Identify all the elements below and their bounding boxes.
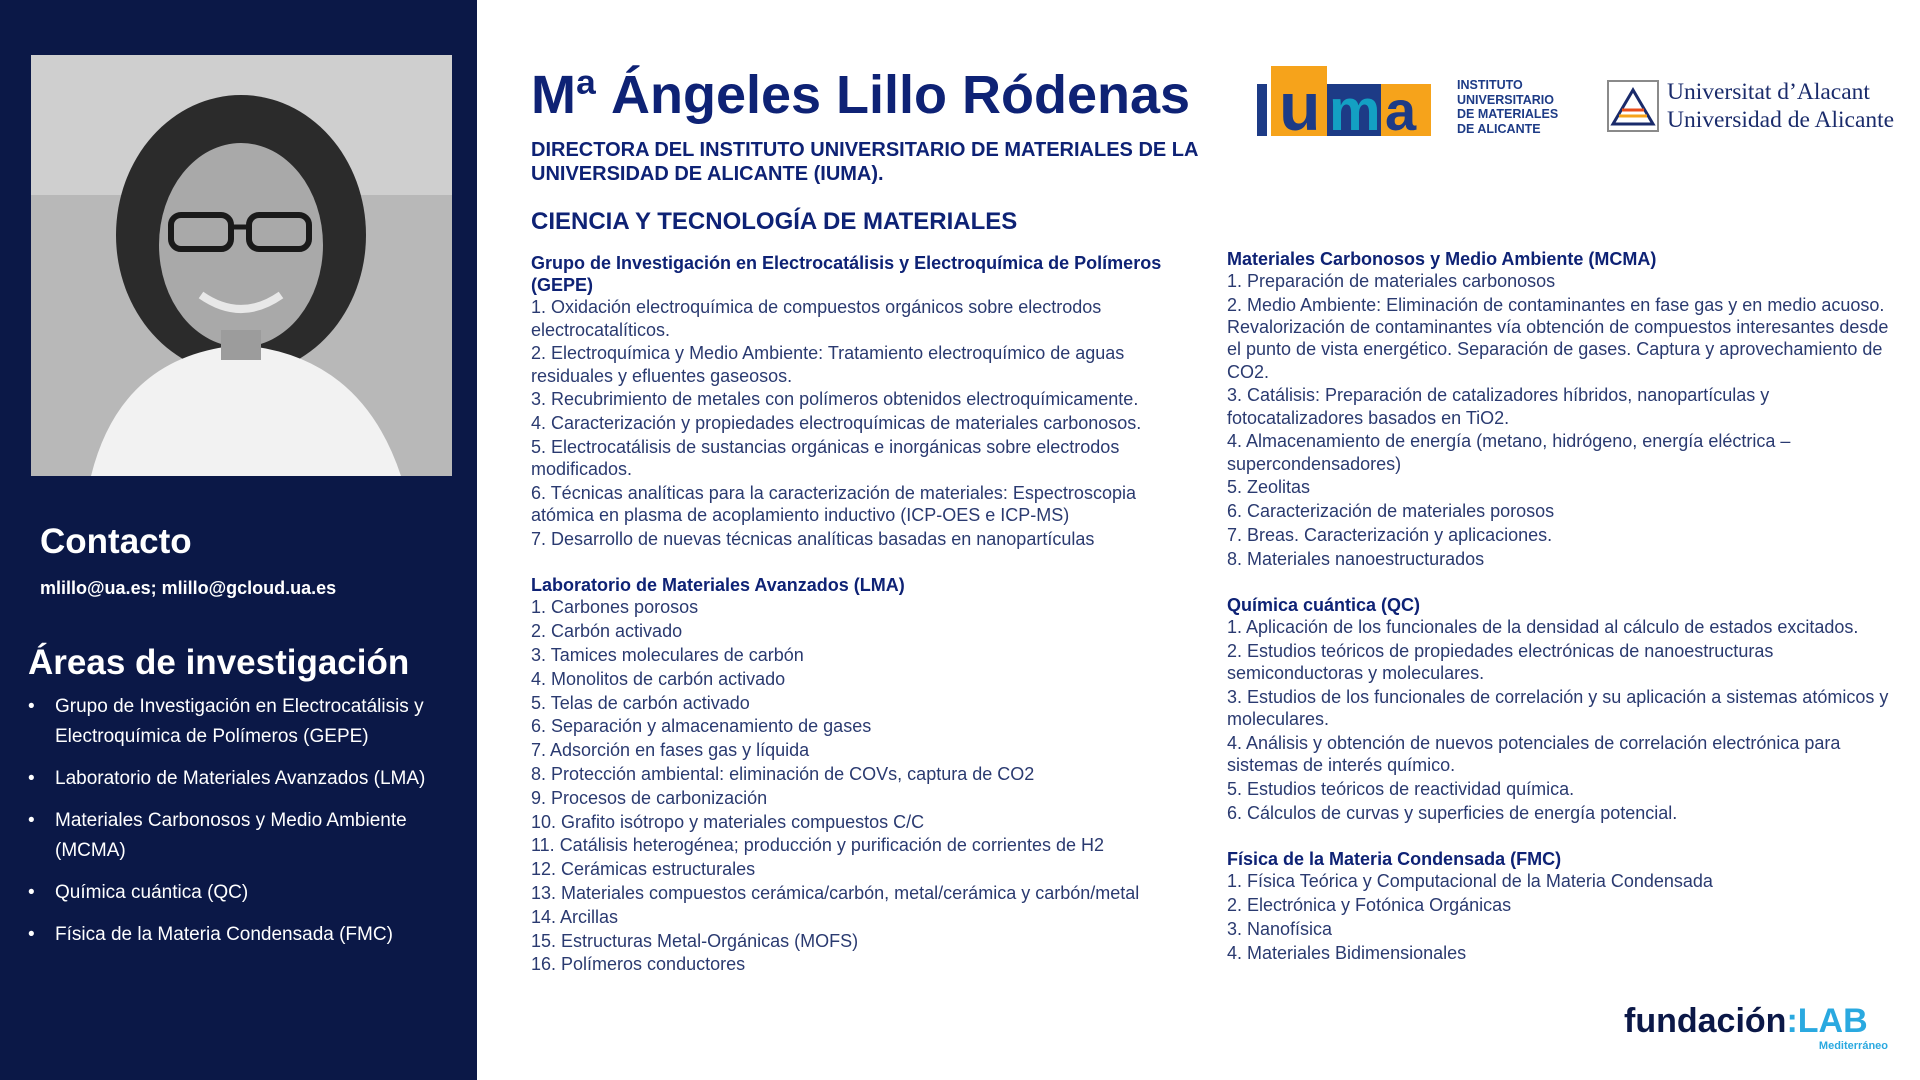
research-line-item: 13. Materiales compuestos cerámica/carbón, metal/cerámica y carbón/metal <box>531 882 1140 903</box>
research-line-item: 7. Adsorción en fases gas y líquida <box>531 740 810 761</box>
research-line-item: 15. Estructuras Metal-Orgánicas (MOFS) <box>531 930 859 951</box>
research-group-title: Física de la Materia Condensada (FMC) <box>1227 849 1562 869</box>
lab-label: LAB <box>1797 1002 1868 1040</box>
profile-photo <box>31 55 452 476</box>
research-line-item: 10. Grafito isótropo y materiales compuestos C/C <box>531 811 925 832</box>
iuma-text-line: DE ALICANTE <box>1457 121 1541 136</box>
research-line-item: 8. Materiales nanoestructurados <box>1227 548 1485 569</box>
iuma-text-line: INSTITUTO <box>1457 78 1523 92</box>
area-label: Laboratorio de Materiales Avanzados (LMA) <box>55 768 426 789</box>
ua-line-2: Universidad de Alicante <box>1667 107 1895 133</box>
bullet-icon: • <box>28 696 35 717</box>
research-line-item: 12. Cerámicas estructurales <box>531 859 756 880</box>
fundacion-text: fundación <box>1624 1002 1787 1040</box>
research-line-item: 5. Electrocatálisis de sustancias orgánicas e inorgánicas sobre electrodos modificados. <box>531 437 1120 480</box>
research-line-item: 2. Electrónica y Fotónica Orgánicas <box>1227 895 1512 915</box>
bullet-icon: • <box>28 810 35 831</box>
research-line-item: 5. Estudios teóricos de reactividad química. <box>1227 779 1575 799</box>
research-group <box>531 252 1191 550</box>
research-line-item: 2. Estudios teóricos de propiedades electrónicas de nanoestructuras semiconductoras y moleculares. <box>1227 641 1774 684</box>
research-line-item: 9. Procesos de carbonización <box>531 787 768 808</box>
research-line-item: 4. Materiales Bidimensionales <box>1227 942 1467 963</box>
fundacion-wordmark <box>1624 1002 1868 1041</box>
area-item-fmc <box>28 920 458 950</box>
contact-title: Contacto <box>40 522 192 561</box>
research-line-item: 4. Monolitos de carbón activado <box>531 668 786 689</box>
research-line-item: 1. Preparación de materiales carbonosos <box>1227 271 1556 292</box>
research-group <box>1227 248 1892 570</box>
research-line-item: 1. Oxidación electroquímica de compuestos orgánicos sobre electrodos electrocatalíticos. <box>531 297 1102 340</box>
research-line-item: 14. Arcillas <box>531 906 619 927</box>
area-label: Física de la Materia Condensada (FMC) <box>55 924 393 945</box>
field-heading: CIENCIA Y TECNOLOGÍA DE MATERIALES <box>531 208 1018 235</box>
research-line-item: 5. Telas de carbón activado <box>531 692 750 713</box>
research-group-title: Materiales Carbonosos y Medio Ambiente (MCMA) <box>1227 249 1657 269</box>
research-line-item: 3. Estudios de los funcionales de correlación y su aplicación a sistemas atómicos y moleculares. <box>1227 687 1889 730</box>
research-line-item: 3. Catálisis: Preparación de catalizadores híbridos, nanopartículas y fotocatalizadores basados en TiO2. <box>1227 385 1770 428</box>
research-group <box>531 574 1191 975</box>
lab-text: :LAB <box>1786 1002 1868 1040</box>
research-line-item: 2. Carbón activado <box>531 621 683 642</box>
page-title: Mª Ángeles Lillo Ródenas <box>531 65 1191 125</box>
research-line-item: 3. Recubrimiento de metales con polímeros obtenidos electroquímicamente. <box>531 389 1139 410</box>
research-line-item: 1. Carbones porosos <box>531 597 699 618</box>
research-line-item: 6. Técnicas analíticas para la caracterización de materiales: Espectroscopia atómica en plasma de acoplamiento inductivo (ICP-OES e ICP-MS) <box>531 483 1136 526</box>
bullet-icon: • <box>28 768 35 789</box>
research-line-item: 2. Electroquímica y Medio Ambiente: Tratamiento electroquímico de aguas residuales y efluentes gaseosos. <box>531 343 1125 386</box>
ua-line-1: Universitat d’Alacant <box>1667 79 1870 105</box>
research-column-left <box>531 252 1191 1000</box>
area-label: Materiales Carbonosos y Medio Ambiente (MCMA) <box>55 810 407 861</box>
area-label: Química cuántica (QC) <box>55 882 249 903</box>
area-item-lma <box>28 764 458 794</box>
iuma-text-line: UNIVERSITARIO <box>1457 92 1554 107</box>
research-group-title: Grupo de Investigación en Electrocatálisis y Electroquímica de Polímeros (GEPE) <box>531 253 1162 296</box>
research-line-item: 3. Tamices moleculares de carbón <box>531 645 804 665</box>
portrait-image <box>31 55 452 476</box>
areas-list <box>28 692 458 962</box>
ua-logo <box>1607 78 1907 136</box>
svg-text:u: u <box>1279 69 1321 142</box>
research-line-item: 7. Desarrollo de nuevas técnicas analíticas basadas en nanopartículas <box>531 529 1095 549</box>
ua-emblem-icon <box>1607 80 1659 132</box>
bullet-icon: • <box>28 882 35 903</box>
svg-text:a: a <box>1385 79 1417 142</box>
iuma-logo <box>1257 64 1562 142</box>
research-line-item: 2. Medio Ambiente: Eliminación de contaminantes en fase gas y en medio acuoso. Revalorización de contaminantes vía obtención de compuestos interesantes desde el punto de vista energético. Separación de gases. Captura y aprovechamiento de CO2. <box>1227 295 1889 382</box>
mediterraneo-text: Mediterráneo <box>1818 1040 1888 1052</box>
svg-text:m: m <box>1329 78 1381 142</box>
research-line-item: 6. Cálculos de curvas y superficies de energía potencial. <box>1227 802 1678 823</box>
research-group-title: Laboratorio de Materiales Avanzados (LMA) <box>531 575 905 596</box>
research-line-item: 7. Breas. Caracterización y aplicaciones. <box>1227 525 1553 545</box>
research-line-item: 3. Nanofísica <box>1227 918 1333 939</box>
area-item-gepe <box>28 692 458 752</box>
iuma-text-line: DE MATERIALES <box>1457 107 1559 121</box>
sidebar <box>0 0 477 1080</box>
area-item-qc <box>28 878 458 908</box>
fundacion-lab-logo <box>1624 1002 1890 1058</box>
bullet-icon: • <box>28 924 35 945</box>
research-line-item: 1. Física Teórica y Computacional de la Materia Condensada <box>1227 871 1713 892</box>
research-group-title: Química cuántica (QC) <box>1227 595 1421 615</box>
areas-title: Áreas de investigación <box>28 643 410 682</box>
research-line-item: 4. Caracterización y propiedades electroquímicas de materiales carbonosos. <box>531 413 1142 434</box>
area-label: Grupo de Investigación en Electrocatálisis y Electroquímica de Polímeros (GEPE) <box>55 696 424 747</box>
research-group <box>1227 594 1892 824</box>
research-line-item: 6. Separación y almacenamiento de gases <box>531 716 872 737</box>
research-line-item: 16. Polímeros conductores <box>531 954 746 975</box>
research-line-item: 5. Zeolitas <box>1227 477 1311 498</box>
area-item-mcma <box>28 806 458 866</box>
research-line-item: 8. Protección ambiental: eliminación de COVs, captura de CO2 <box>531 763 1035 784</box>
research-group <box>1227 848 1892 964</box>
contact-email[interactable]: mlillo@ua.es; mlillo@gcloud.ua.es <box>40 578 337 598</box>
ua-logo-text <box>1667 78 1894 134</box>
research-line-item: 4. Análisis y obtención de nuevos potenciales de correlación electrónica para sistemas de interés químico. <box>1227 733 1841 776</box>
research-line-item: 1. Aplicación de los funcionales de la densidad al cálculo de estados excitados. <box>1227 617 1859 638</box>
research-line-item: 4. Almacenamiento de energía (metano, hidrógeno, energía eléctrica – supercondensadores) <box>1227 431 1791 474</box>
research-column-right <box>1227 248 1892 988</box>
research-line-item: 11. Catálisis heterogénea; producción y purificación de corrientes de H2 <box>531 835 1104 856</box>
research-line-item: 6. Caracterización de materiales porosos <box>1227 501 1555 522</box>
role-subtitle: DIRECTORA DEL INSTITUTO UNIVERSITARIO DE MATERIALES DE LA UNIVERSIDAD DE ALICANTE (IUMA). <box>531 139 1198 185</box>
